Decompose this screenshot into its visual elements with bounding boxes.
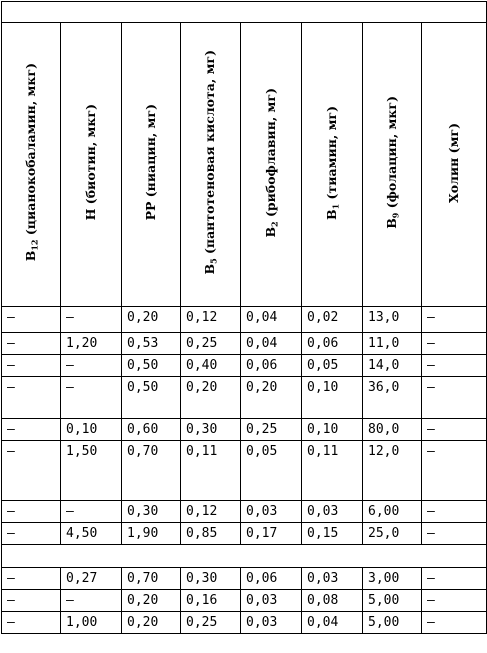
table-cell: — — [422, 612, 487, 634]
table-cell: — — [2, 441, 61, 501]
table-cell: — — [61, 590, 122, 612]
table-cell: — — [2, 568, 61, 590]
header-label: $B_{12}$ (цианокобаламин, мкг) — [22, 63, 40, 262]
table-cell: — — [422, 355, 487, 377]
header-b2 — [241, 23, 302, 307]
header-choline — [422, 23, 487, 307]
table-cell: 0,20 — [122, 612, 181, 634]
header-label: $B_2$ (рибофлавин, мг) — [262, 87, 280, 238]
table-body — [2, 307, 487, 634]
table-row — [2, 612, 487, 634]
table-cell: — — [2, 419, 61, 441]
table-cell: 0,03 — [241, 501, 302, 523]
table-cell: 0,03 — [302, 568, 363, 590]
table-cell: — — [61, 355, 122, 377]
table-cell: 13,0 — [363, 307, 422, 333]
table-row — [2, 590, 487, 612]
table-cell: 5,00 — [363, 590, 422, 612]
table-cell: 0,20 — [181, 377, 241, 419]
table-cell: 1,00 — [61, 612, 122, 634]
table-cell: 0,60 — [122, 419, 181, 441]
table-cell: 5,00 — [363, 612, 422, 634]
table-cell: 0,27 — [61, 568, 122, 590]
header-label: PP (ниацин, мг) — [142, 104, 158, 221]
table-cell: — — [2, 612, 61, 634]
header-label: $B_9$ (фолацин, мкг) — [383, 96, 401, 229]
table-cell: — — [422, 568, 487, 590]
table-cell: 0,70 — [122, 568, 181, 590]
table-cell: — — [61, 377, 122, 419]
table-cell: 4,50 — [61, 523, 122, 545]
table-cell: 0,06 — [241, 568, 302, 590]
table-row — [2, 501, 487, 523]
table-cell: — — [422, 333, 487, 355]
table-cell: 14,0 — [363, 355, 422, 377]
table-cell: 0,50 — [122, 355, 181, 377]
table-cell: 36,0 — [363, 377, 422, 419]
table-cell: 12,0 — [363, 441, 422, 501]
header-label: $B_5$ (пантотеновая кислота, мг) — [202, 50, 219, 275]
header-label: $B_1$ (тиамин, мг) — [323, 105, 341, 220]
table-cell: 0,03 — [302, 501, 363, 523]
table-cell: 1,90 — [122, 523, 181, 545]
table-cell: 0,15 — [302, 523, 363, 545]
table-cell: — — [422, 419, 487, 441]
table-cell: 0,04 — [302, 612, 363, 634]
section-gap-row — [2, 545, 487, 568]
table-row — [2, 441, 487, 501]
table-cell: 0,04 — [241, 307, 302, 333]
table-cell: 0,03 — [241, 590, 302, 612]
table-cell: 25,0 — [363, 523, 422, 545]
table-cell: — — [422, 501, 487, 523]
header-niacin — [122, 23, 181, 307]
table-row — [2, 419, 487, 441]
table-cell: 0,20 — [241, 377, 302, 419]
table-cell: 0,05 — [302, 355, 363, 377]
table-cell: 0,25 — [181, 612, 241, 634]
table-row — [2, 377, 487, 419]
table-cell: 0,20 — [122, 307, 181, 333]
table-cell: 0,11 — [181, 441, 241, 501]
table-cell: 6,00 — [363, 501, 422, 523]
table-row — [2, 333, 487, 355]
header-biotin — [61, 23, 122, 307]
table-cell: 11,0 — [363, 333, 422, 355]
table-cell: 0,06 — [302, 333, 363, 355]
table-cell: 0,02 — [302, 307, 363, 333]
table-row — [2, 307, 487, 333]
table-cell: 80,0 — [363, 419, 422, 441]
table-cell: 0,30 — [181, 419, 241, 441]
table-cell: 0,70 — [122, 441, 181, 501]
table-cell: — — [2, 501, 61, 523]
vitamin-table — [1, 1, 487, 634]
table-cell: — — [2, 590, 61, 612]
table-cell: 0,16 — [181, 590, 241, 612]
top-empty-cell — [2, 2, 487, 23]
table-cell: 0,10 — [302, 419, 363, 441]
table-cell: — — [2, 307, 61, 333]
table-cell: — — [422, 307, 487, 333]
table-cell: — — [422, 523, 487, 545]
table-row — [2, 523, 487, 545]
table-cell: 0,12 — [181, 307, 241, 333]
table-cell: — — [2, 523, 61, 545]
table-cell: 0,25 — [181, 333, 241, 355]
header-b5 — [181, 23, 241, 307]
table-cell: — — [422, 441, 487, 501]
table-cell: 0,12 — [181, 501, 241, 523]
vitamin-table-frame — [1, 1, 486, 652]
table-cell: 3,00 — [363, 568, 422, 590]
table-cell: 0,10 — [302, 377, 363, 419]
header-b12 — [2, 23, 61, 307]
table-cell: — — [422, 590, 487, 612]
table-cell: 0,11 — [302, 441, 363, 501]
table-cell: 0,30 — [181, 568, 241, 590]
table-cell: 0,30 — [122, 501, 181, 523]
table-cell: 0,06 — [241, 355, 302, 377]
table-cell: — — [2, 333, 61, 355]
table-cell: 0,04 — [241, 333, 302, 355]
table-cell: 0,50 — [122, 377, 181, 419]
table-cell: 0,20 — [122, 590, 181, 612]
table-cell: 0,53 — [122, 333, 181, 355]
table-cell: 1,50 — [61, 441, 122, 501]
table-top-row — [2, 2, 487, 23]
table-cell: — — [2, 355, 61, 377]
table-cell: 0,85 — [181, 523, 241, 545]
header-row — [2, 23, 487, 307]
table-row — [2, 568, 487, 590]
table-cell: 0,17 — [241, 523, 302, 545]
table-cell: 0,05 — [241, 441, 302, 501]
table-cell: — — [61, 307, 122, 333]
table-row — [2, 355, 487, 377]
table-cell: — — [61, 501, 122, 523]
header-label: Холин (мг) — [445, 122, 461, 203]
header-b9 — [363, 23, 422, 307]
table-cell: 0,40 — [181, 355, 241, 377]
table-cell: — — [2, 377, 61, 419]
header-b1 — [302, 23, 363, 307]
table-cell: 0,10 — [61, 419, 122, 441]
table-cell: 0,08 — [302, 590, 363, 612]
header-label: H (биотин, мкг) — [82, 104, 98, 221]
table-cell: 1,20 — [61, 333, 122, 355]
table-cell: — — [422, 377, 487, 419]
table-cell: 0,25 — [241, 419, 302, 441]
table-cell: 0,03 — [241, 612, 302, 634]
section-gap-cell — [2, 545, 487, 568]
